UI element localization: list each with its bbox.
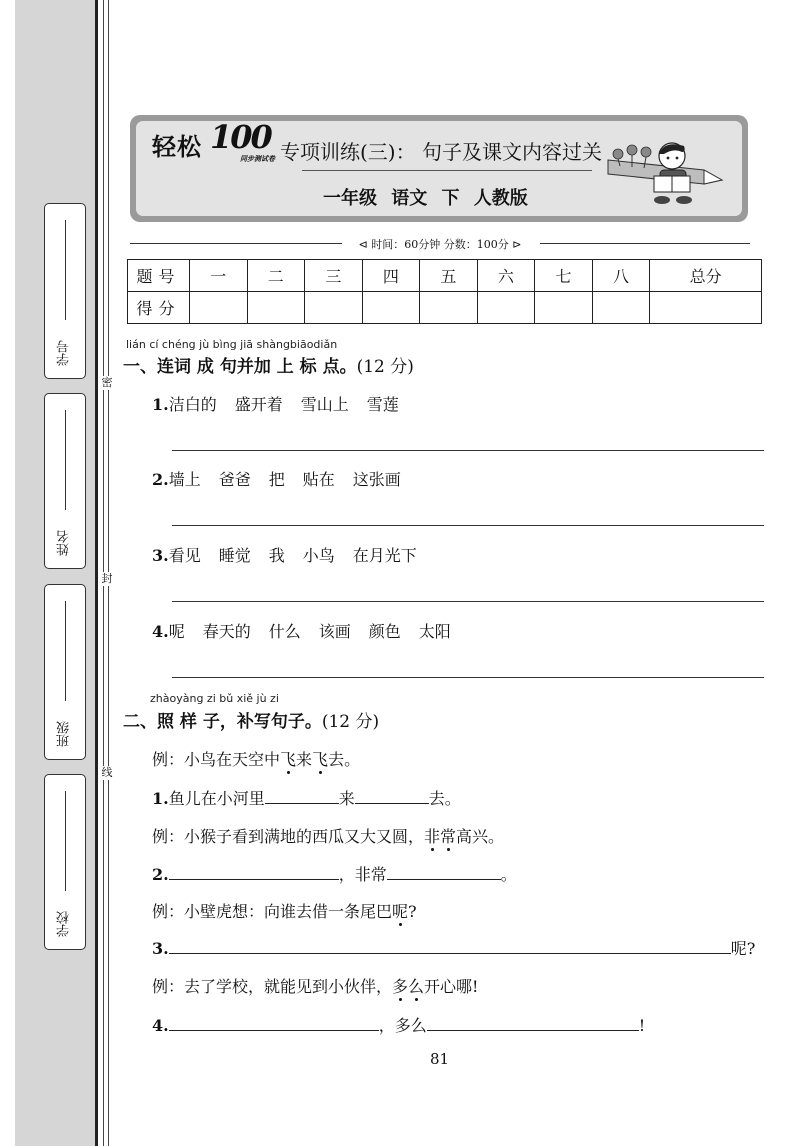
blank-field[interactable]	[265, 787, 339, 804]
seal-char-feng: 封	[99, 572, 115, 586]
score-cell[interactable]	[650, 292, 762, 324]
time-rule-right	[540, 243, 750, 244]
page-number: 81	[430, 1050, 450, 1068]
table-header-cell: 一	[190, 260, 248, 292]
table-header-cell: 三	[305, 260, 363, 292]
table-header-cell: 六	[477, 260, 535, 292]
section2-title: 二、照 样 子，补写句子。(12 分)	[123, 712, 380, 732]
table-row-label: 得分	[128, 292, 190, 324]
score-table-header-row	[128, 260, 762, 292]
student-number-field[interactable]	[44, 203, 86, 379]
table-header-cell: 总分	[650, 260, 762, 292]
field-label-student-number: 学号	[57, 340, 72, 366]
table-header-cell: 四	[362, 260, 420, 292]
section1-question-3: 3.看见 睡觉 我 小鸟 在月光下	[152, 546, 417, 565]
exam-title: 专项训练(三)： 句子及课文内容过关	[280, 140, 602, 164]
table-header-cell: 七	[535, 260, 593, 292]
seal-char-xian: 线	[99, 766, 115, 780]
brand-logo-subtext: 同步测试卷	[240, 154, 275, 163]
blank-field[interactable]	[169, 1014, 379, 1031]
score-cell[interactable]	[362, 292, 420, 324]
section2-question-4: 4. ，多么 !	[152, 1016, 646, 1035]
score-cell[interactable]	[592, 292, 650, 324]
title-rule	[302, 170, 592, 171]
blank-field[interactable]	[427, 1014, 639, 1031]
name-field[interactable]	[44, 393, 86, 569]
answer-line-2[interactable]	[172, 525, 764, 526]
score-cell[interactable]	[247, 292, 305, 324]
table-header-cell: 五	[420, 260, 478, 292]
score-cell[interactable]	[535, 292, 593, 324]
field-label-school: 学校	[57, 911, 72, 937]
table-header-cell: 八	[592, 260, 650, 292]
blank-field[interactable]	[169, 863, 339, 880]
binding-line	[95, 0, 98, 1146]
section2-question-3: 3. 呢?	[152, 939, 756, 958]
reading-boy-mascot-icon	[604, 140, 730, 208]
section1-title: 一、连词 成 句并加 上 标 点。(12 分)	[123, 357, 414, 377]
answer-line-1[interactable]	[172, 450, 764, 451]
table-header-cell: 二	[247, 260, 305, 292]
answer-line-4[interactable]	[172, 677, 764, 678]
score-table-score-row	[128, 292, 762, 324]
brand-logo-text: 轻松	[152, 132, 202, 161]
answer-line-3[interactable]	[172, 601, 764, 602]
binding-strip	[15, 0, 95, 1146]
section2-pinyin: zhàoyàng zi bǔ xiě jù zi	[150, 692, 279, 705]
seal-char-mi: 密	[99, 376, 115, 390]
score-cell[interactable]	[420, 292, 478, 324]
brand-logo-number: 100	[210, 118, 271, 156]
score-table	[127, 259, 762, 324]
time-rule-left	[130, 243, 342, 244]
example-2: 例：小猴子看到满地的西瓜又大又圆，非常高兴。	[152, 827, 505, 846]
score-cell[interactable]	[190, 292, 248, 324]
score-cell[interactable]	[305, 292, 363, 324]
table-header-cell: 题号	[128, 260, 190, 292]
school-field[interactable]	[44, 774, 86, 950]
example-1: 例：小鸟在天空中飞来飞去。	[152, 750, 361, 769]
score-cell[interactable]	[477, 292, 535, 324]
exam-time-info: ⊲ 时间：60分钟 分数：100分 ⊳	[358, 238, 522, 251]
section1-question-1: 1.洁白的 盛开着 雪山上 雪莲	[152, 395, 399, 414]
section1-pinyin: lián cí chéng jù bìng jiā shàngbiāodiǎn	[126, 338, 338, 351]
section2-question-1: 1.鱼儿在小河里 来 去。	[152, 789, 461, 808]
example-3: 例：小壁虎想：向谁去借一条尾巴呢?	[152, 902, 417, 921]
exam-subtitle: 一年级 语文 下 人教版	[323, 188, 528, 209]
blank-field[interactable]	[355, 787, 429, 804]
section1-question-2: 2.墙上 爸爸 把 贴在 这张画	[152, 470, 401, 489]
section1-question-4: 4.呢 春天的 什么 该画 颜色 太阳	[152, 622, 451, 641]
class-field[interactable]	[44, 584, 86, 760]
field-label-class: 班级	[57, 721, 72, 747]
section2-question-2: 2. ，非常 。	[152, 865, 517, 884]
example-4: 例：去了学校，就能见到小伙伴，多么开心哪!	[152, 977, 479, 996]
field-label-name: 姓名	[57, 530, 72, 556]
blank-field[interactable]	[169, 937, 731, 954]
blank-field[interactable]	[387, 863, 501, 880]
